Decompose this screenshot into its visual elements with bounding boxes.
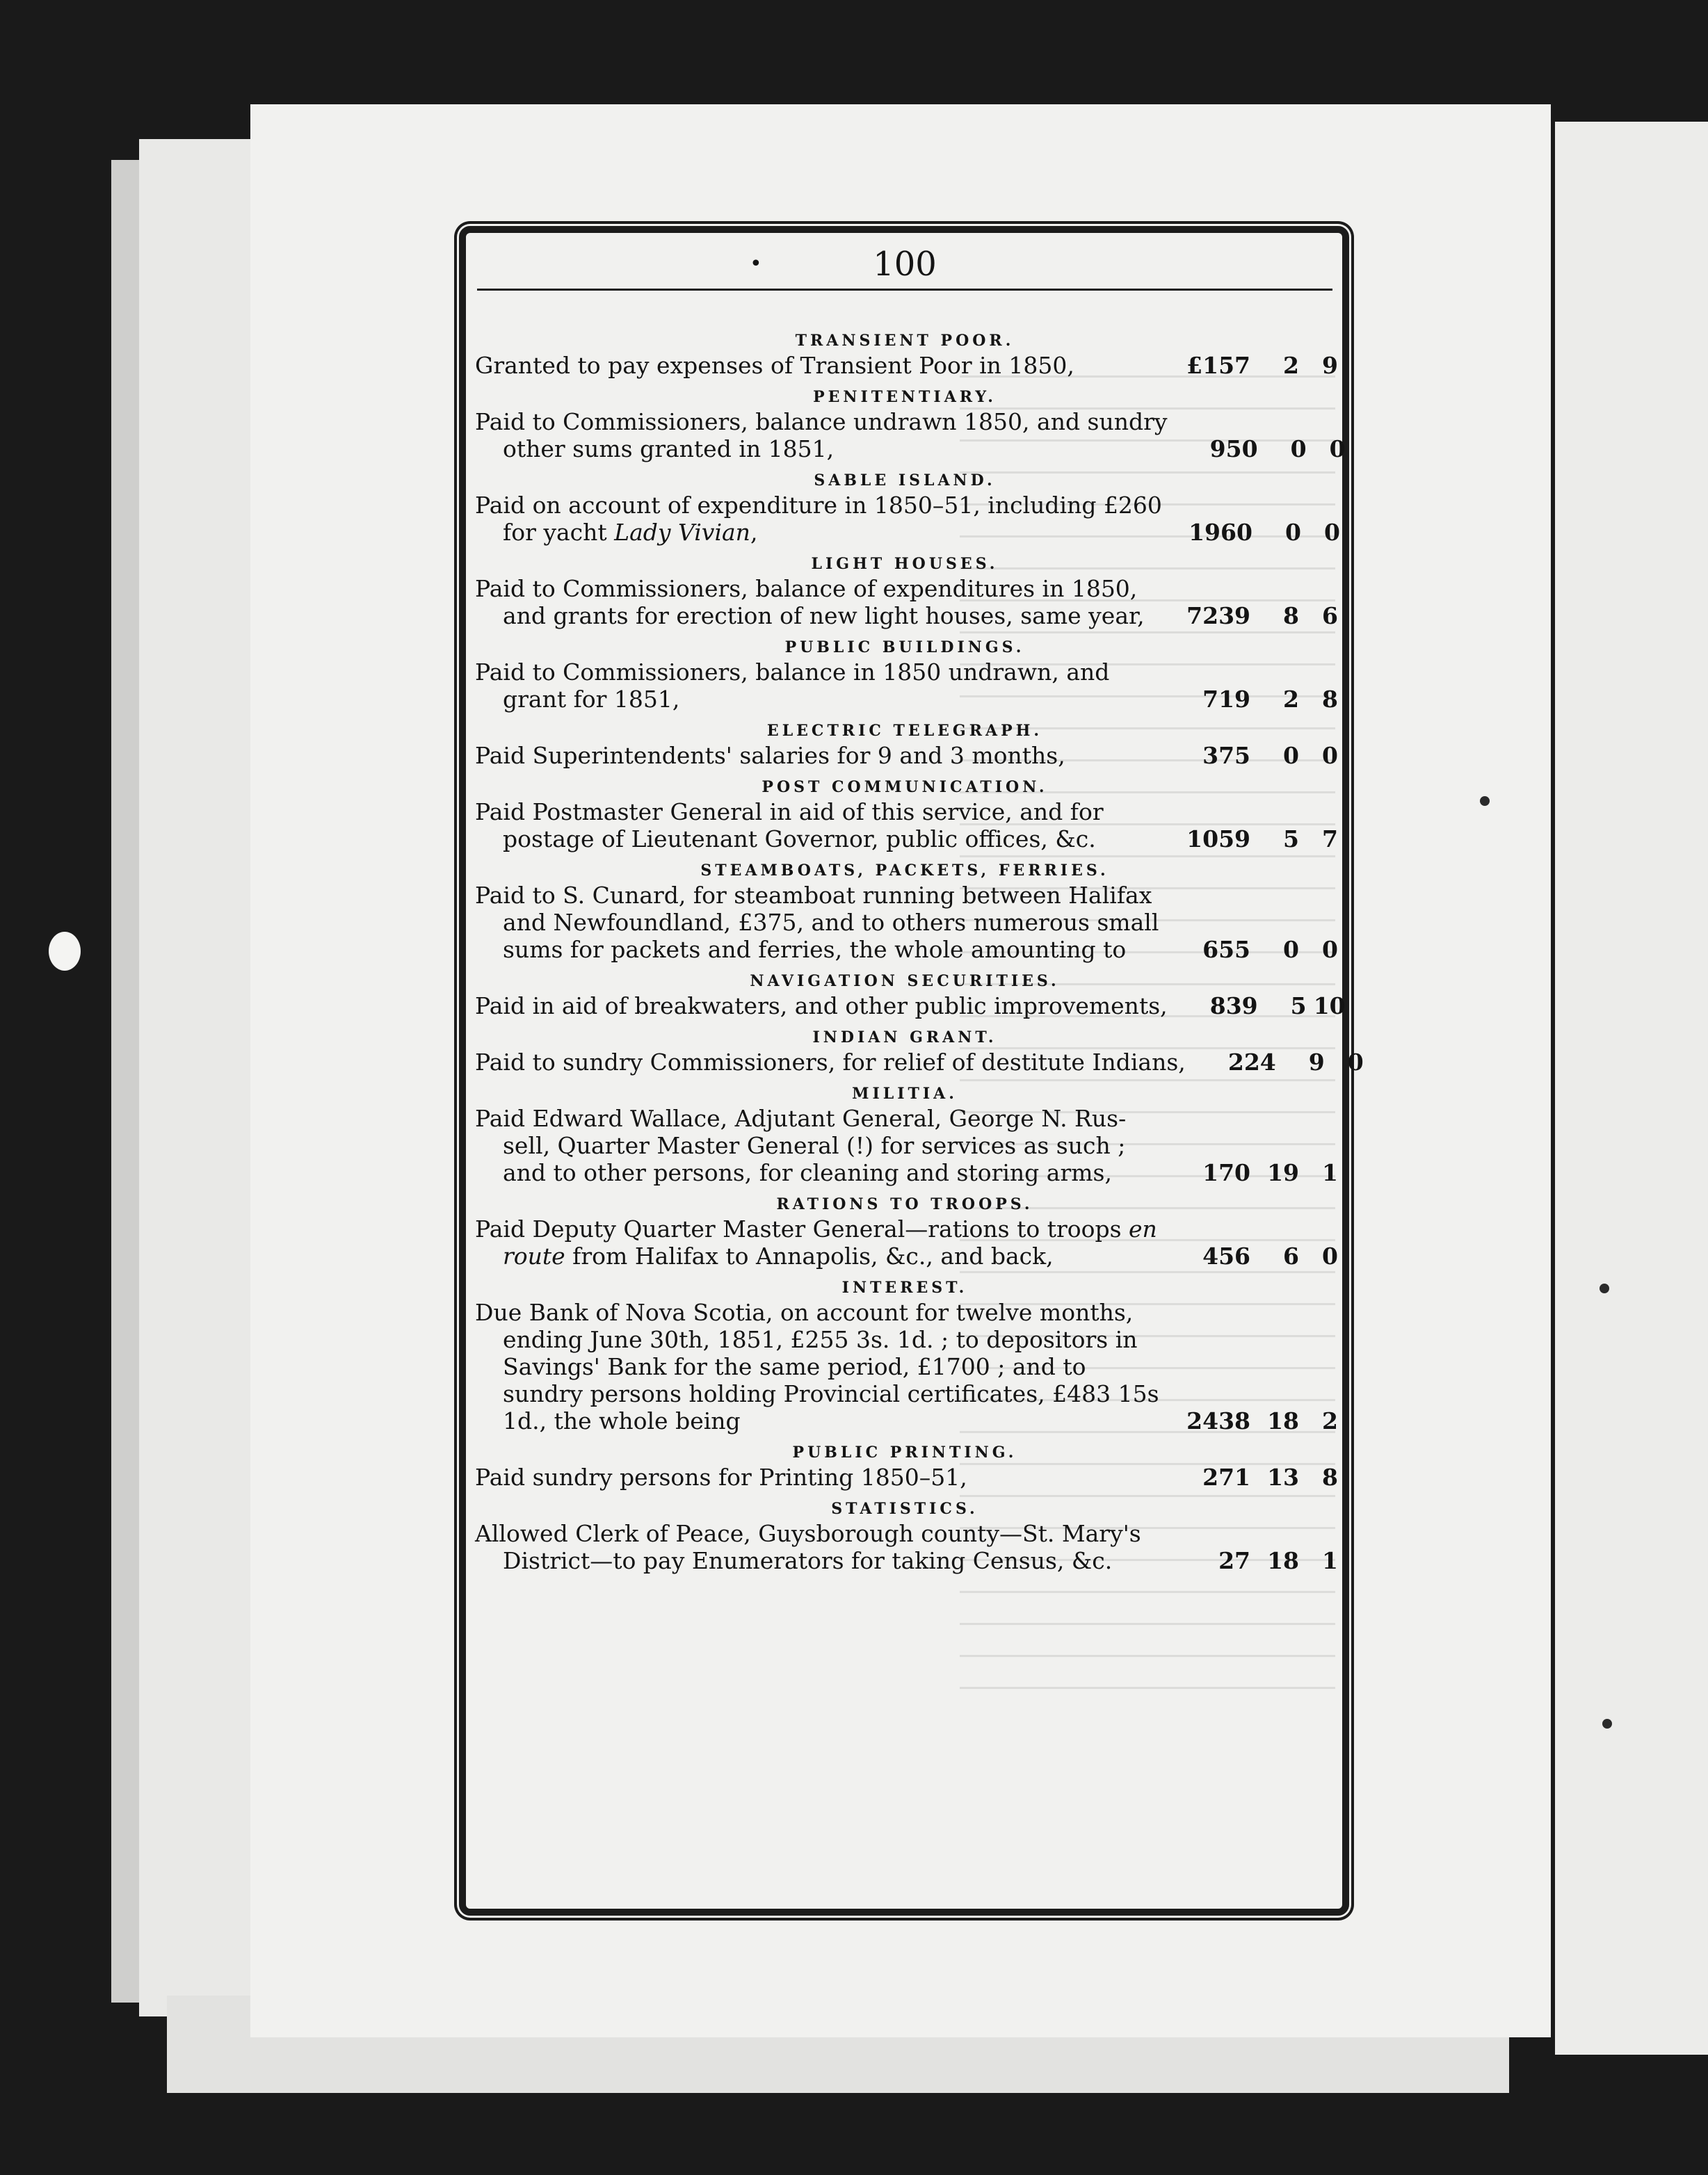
page-content (472, 240, 1364, 1578)
expenditure-section (472, 1498, 1338, 1578)
section-title: NAVIGATION SECURITIES. (750, 972, 1060, 990)
amount (1193, 1049, 1364, 1076)
entry-description (472, 992, 1175, 1019)
section-title: SABLE ISLAND. (814, 471, 996, 490)
amount-shillings: 5 (1290, 992, 1307, 1019)
description-line: route from Halifax to Annapolis, &c., and back, (503, 1243, 1054, 1270)
amount-pence: 0 (1322, 1243, 1338, 1270)
expenditure-section (472, 776, 1338, 857)
section-title: MILITIA. (852, 1085, 958, 1103)
expenditure-section (472, 1083, 1338, 1190)
amount (1167, 1407, 1338, 1434)
amount-pence: 7 (1322, 825, 1338, 852)
expenditure-section (472, 1026, 1364, 1080)
entry-row (472, 1520, 1338, 1578)
entry-description (472, 575, 1167, 629)
expenditure-section (472, 636, 1338, 717)
description-line: grant for 1851, (503, 686, 680, 713)
description-line: and to other persons, for cleaning and storing arms, (503, 1159, 1112, 1186)
ink-speck (1602, 1719, 1612, 1729)
amount (1167, 602, 1338, 629)
amount (1169, 519, 1340, 546)
amount-shillings: 5 (1283, 825, 1299, 852)
amount-shillings: 0 (1290, 435, 1307, 462)
amount (1175, 435, 1346, 462)
amount-pence: 9 (1322, 352, 1338, 379)
ink-speck (1480, 796, 1490, 806)
section-title: POST COMMUNICATION. (762, 778, 1048, 796)
description-line: Paid in aid of breakwaters, and other public improvements, (475, 992, 1168, 1019)
description-line: Paid to S. Cunard, for steamboat running between Halifax (475, 882, 1152, 909)
description-line: Paid to Commissioners, balance undrawn 1850, and sundry (475, 408, 1168, 435)
section-title: STEAMBOATS, PACKETS, FERRIES. (700, 862, 1109, 880)
entry-description (472, 492, 1169, 546)
amount-pounds: 655 (1202, 936, 1250, 963)
amount (1167, 1243, 1338, 1270)
header-dot: • (750, 252, 762, 276)
expenditure-section (472, 1441, 1338, 1495)
amount (1167, 1464, 1338, 1491)
amount (1167, 936, 1338, 963)
latin-phrase: en (1129, 1215, 1157, 1243)
description-line: Granted to pay expenses of Transient Poor in 1850, (475, 352, 1074, 379)
amount (1167, 1159, 1338, 1186)
amount (1167, 352, 1338, 379)
facing-page-edge (1555, 122, 1708, 2055)
book-edge (111, 160, 139, 2003)
amount-pence: 8 (1322, 686, 1338, 713)
entry-description (472, 742, 1167, 769)
vessel-name: Lady Vivian (614, 519, 750, 546)
amount-shillings: 9 (1308, 1049, 1325, 1076)
entry-description (472, 1464, 1167, 1491)
amount-pence: 1 (1322, 1547, 1338, 1574)
latin-phrase: route (503, 1243, 565, 1270)
amount-pence: 0 (1322, 936, 1338, 963)
amount-shillings: 13 (1267, 1464, 1299, 1491)
entry-row (472, 492, 1338, 550)
entry-row (472, 1464, 1338, 1495)
description-line: and grants for erection of new light houses, same year, (503, 602, 1145, 629)
description-line: Allowed Clerk of Peace, Guysborough county—St. Mary's (475, 1520, 1141, 1547)
entry-description (472, 1049, 1193, 1076)
description-line: sums for packets and ferries, the whole amounting to (503, 936, 1127, 963)
amount-pounds: 375 (1202, 742, 1250, 769)
amount-pounds: £157 (1186, 352, 1250, 379)
entry-row (472, 575, 1338, 633)
amount-pounds: 950 (1209, 435, 1258, 462)
amount-shillings: 19 (1267, 1159, 1299, 1186)
entry-description (472, 1105, 1167, 1186)
amount-shillings: 18 (1267, 1547, 1299, 1574)
description-line: Savings' Bank for the same period, £1700 ; and to (503, 1353, 1086, 1380)
section-title: LIGHT HOUSES. (811, 555, 999, 573)
description-line: Paid to sundry Commissioners, for relief of destitute Indians, (475, 1049, 1186, 1076)
amount-shillings: 6 (1283, 1243, 1299, 1270)
amount-pence: 6 (1322, 602, 1338, 629)
expenditure-section (472, 859, 1338, 967)
expenditure-section (472, 386, 1346, 467)
expenditure-list (472, 330, 1364, 1578)
amount-pence: 0 (1329, 435, 1346, 462)
section-title: TRANSIENT POOR. (795, 332, 1015, 350)
entry-description (472, 1215, 1167, 1270)
description-line: District—to pay Enumerators for taking Census, &c. (503, 1547, 1113, 1574)
amount (1167, 825, 1338, 852)
entry-description (472, 352, 1167, 379)
amount-shillings: 8 (1283, 602, 1299, 629)
amount-pence: 8 (1322, 1464, 1338, 1491)
amount-pounds: 839 (1209, 992, 1258, 1019)
amount (1167, 742, 1338, 769)
description-line: Paid Postmaster General in aid of this service, and for (475, 798, 1104, 825)
description-line: Paid on account of expenditure in 1850–51, including £260 (475, 492, 1162, 519)
description-line: Paid Edward Wallace, Adjutant General, George N. Rus- (475, 1105, 1127, 1132)
section-title: PUBLIC PRINTING. (792, 1444, 1017, 1462)
description-line: Paid Deputy Quarter Master General—rations to troops en (475, 1215, 1157, 1243)
section-title: ELECTRIC TELEGRAPH. (766, 722, 1043, 740)
amount (1175, 992, 1346, 1019)
entry-row (472, 658, 1338, 717)
section-title: PUBLIC BUILDINGS. (784, 638, 1025, 656)
entry-row (472, 352, 1338, 383)
paper-blemish (49, 932, 81, 971)
amount-pence: 0 (1322, 742, 1338, 769)
amount-pounds: 224 (1227, 1049, 1276, 1076)
amount (1167, 1547, 1338, 1574)
page-number: 100 (873, 245, 937, 284)
amount-pounds: 170 (1202, 1159, 1250, 1186)
entry-row (472, 742, 1338, 773)
entry-row (472, 408, 1346, 467)
amount-shillings: 2 (1283, 686, 1299, 713)
expenditure-section (472, 1193, 1338, 1274)
amount-pounds: 1059 (1186, 825, 1250, 852)
expenditure-section (472, 469, 1338, 550)
amount-pounds: 271 (1202, 1464, 1250, 1491)
ink-speck (1600, 1284, 1609, 1293)
amount-pounds: 7239 (1186, 602, 1250, 629)
amount-pounds: 27 (1218, 1547, 1250, 1574)
description-line: other sums granted in 1851, (503, 435, 835, 462)
description-line: Paid sundry persons for Printing 1850–51, (475, 1464, 967, 1491)
entry-description (472, 658, 1167, 713)
amount-shillings: 0 (1283, 936, 1299, 963)
expenditure-section (472, 553, 1338, 633)
entry-row (472, 1105, 1338, 1190)
entry-row (472, 1299, 1338, 1439)
section-title: INTEREST. (841, 1279, 968, 1297)
expenditure-section (472, 970, 1346, 1024)
amount-pounds: 456 (1202, 1243, 1250, 1270)
amount-shillings: 2 (1283, 352, 1299, 379)
entry-row (472, 798, 1338, 857)
expenditure-section (472, 1277, 1338, 1439)
description-line: and Newfoundland, £375, and to others numerous small (503, 909, 1159, 936)
amount-shillings: 0 (1283, 742, 1299, 769)
entry-description (472, 798, 1167, 852)
amount-pounds: 1960 (1189, 519, 1252, 546)
amount-shillings: 18 (1267, 1407, 1299, 1434)
entry-description (472, 1520, 1167, 1574)
entry-row (472, 1215, 1338, 1274)
description-line: sell, Quarter Master General (!) for services as such ; (503, 1132, 1126, 1159)
description-line: Paid to Commissioners, balance of expenditures in 1850, (475, 575, 1138, 602)
amount-pence: 10 (1313, 992, 1346, 1019)
entry-description (472, 408, 1175, 462)
section-title: INDIAN GRANT. (812, 1028, 997, 1046)
amount-pence: 1 (1322, 1159, 1338, 1186)
expenditure-section (472, 330, 1338, 383)
amount-pounds: 2438 (1186, 1407, 1250, 1434)
description-line: Paid Superintendents' salaries for 9 and 3 months, (475, 742, 1065, 769)
description-line: Due Bank of Nova Scotia, on account for twelve months, (475, 1299, 1134, 1326)
page-header (477, 240, 1332, 291)
amount-pounds: 719 (1202, 686, 1250, 713)
description-line: ending June 30th, 1851, £255 3s. 1d. ; to depositors in (503, 1326, 1138, 1353)
entry-row (472, 882, 1338, 967)
section-title: PENITENTIARY. (813, 388, 997, 406)
previous-pages-edge (139, 139, 253, 2016)
description-line: 1d., the whole being (503, 1407, 741, 1434)
description-line: Paid to Commissioners, balance in 1850 undrawn, and (475, 658, 1110, 686)
entry-row (472, 1049, 1364, 1080)
description-line: postage of Lieutenant Governor, public offices, &c. (503, 825, 1096, 852)
amount-pence: 2 (1322, 1407, 1338, 1434)
description-line: sundry persons holding Provincial certificates, £483 15s (503, 1380, 1159, 1407)
entry-row (472, 992, 1346, 1024)
entry-description (472, 1299, 1167, 1434)
section-title: RATIONS TO TROOPS. (776, 1195, 1033, 1213)
amount-shillings: 0 (1284, 519, 1301, 546)
amount-pence: 0 (1347, 1049, 1364, 1076)
description-line: for yacht Lady Vivian, (503, 519, 758, 546)
expenditure-section (472, 720, 1338, 773)
entry-description (472, 882, 1167, 963)
amount (1167, 686, 1338, 713)
section-title: STATISTICS. (831, 1500, 978, 1518)
amount-pence: 0 (1323, 519, 1340, 546)
